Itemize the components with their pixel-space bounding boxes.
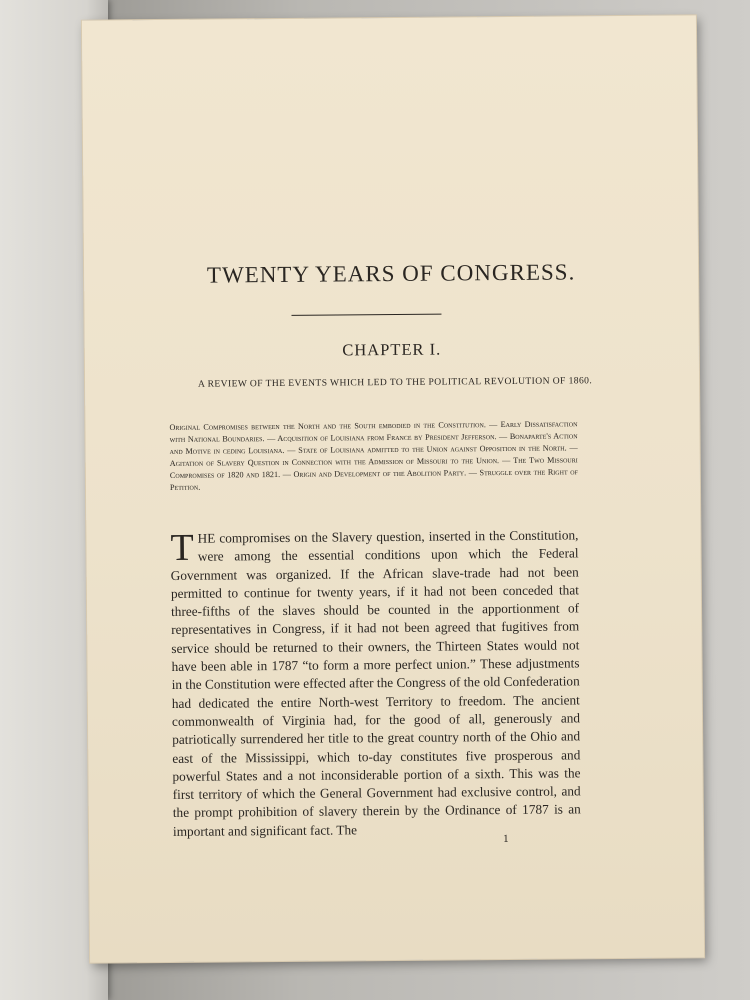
book-page [82,15,704,962]
chapter-heading: CHAPTER I. [342,339,442,360]
body-paragraph [170,526,581,841]
synopsis-text: Original Compromises between the North and the South embodied in the Constitution. — Early Dissatisfaction with National Boundaries. — Acquisition of Louisiana from France by President Jefferson. — Bonaparte's Action and Motive in ceding Louisiana. — State of Louisiana admitted to the Union against Opposition in the North. — Agitation of Slavery Question in Connection with the Admission of Missouri to the Union. — The Two Missouri Compromises of 1820 and 1821. — Origin and Development of the Abolition Party. — Struggle over the Right of Petition. [169,419,578,492]
book-title: TWENTY YEARS OF CONGRESS. [206,259,576,288]
page-number: 1 [503,833,509,846]
chapter-synopsis [169,418,578,494]
body-paragraph-text: HE compromises on the Slavery question, inserted in the Constitution, were among the essential conditions upon which the Federal Government was organized. If the African slave-trade had not been permitted to continue for twenty years, if it had not been conceded that three-fifths of the slaves should be counted in the apportionment of representatives in Congress, if it had not been agreed that fugitives from service should be returned to their owners, the Thirteen States would not have been able in 1787 “to form a more perfect union.” These adjustments in the Constitution were effected after the Congress of the old Confederation had dedicated the entire North-west Territory to freedom. The ancient commonwealth of Virginia had, for the good of all, generously and patriotically surrendered her title to the great country north of the Ohio and east of the Mississippi, which to-day constitutes five prosperous and powerful States and a not inconsiderable portion of a sixth. This was the first territory of which the General Government had exclusive control, and the prompt prohibition of slavery therein by the Ordinance of 1787 is an important and significant fact. The [170,527,581,839]
chapter-subtitle: A REVIEW OF THE EVENTS WHICH LED TO THE POLITICAL REVOLUTION OF 1860. [197,375,593,390]
drop-cap: T [170,526,194,569]
title-rule [291,314,441,316]
body-text [170,526,581,841]
